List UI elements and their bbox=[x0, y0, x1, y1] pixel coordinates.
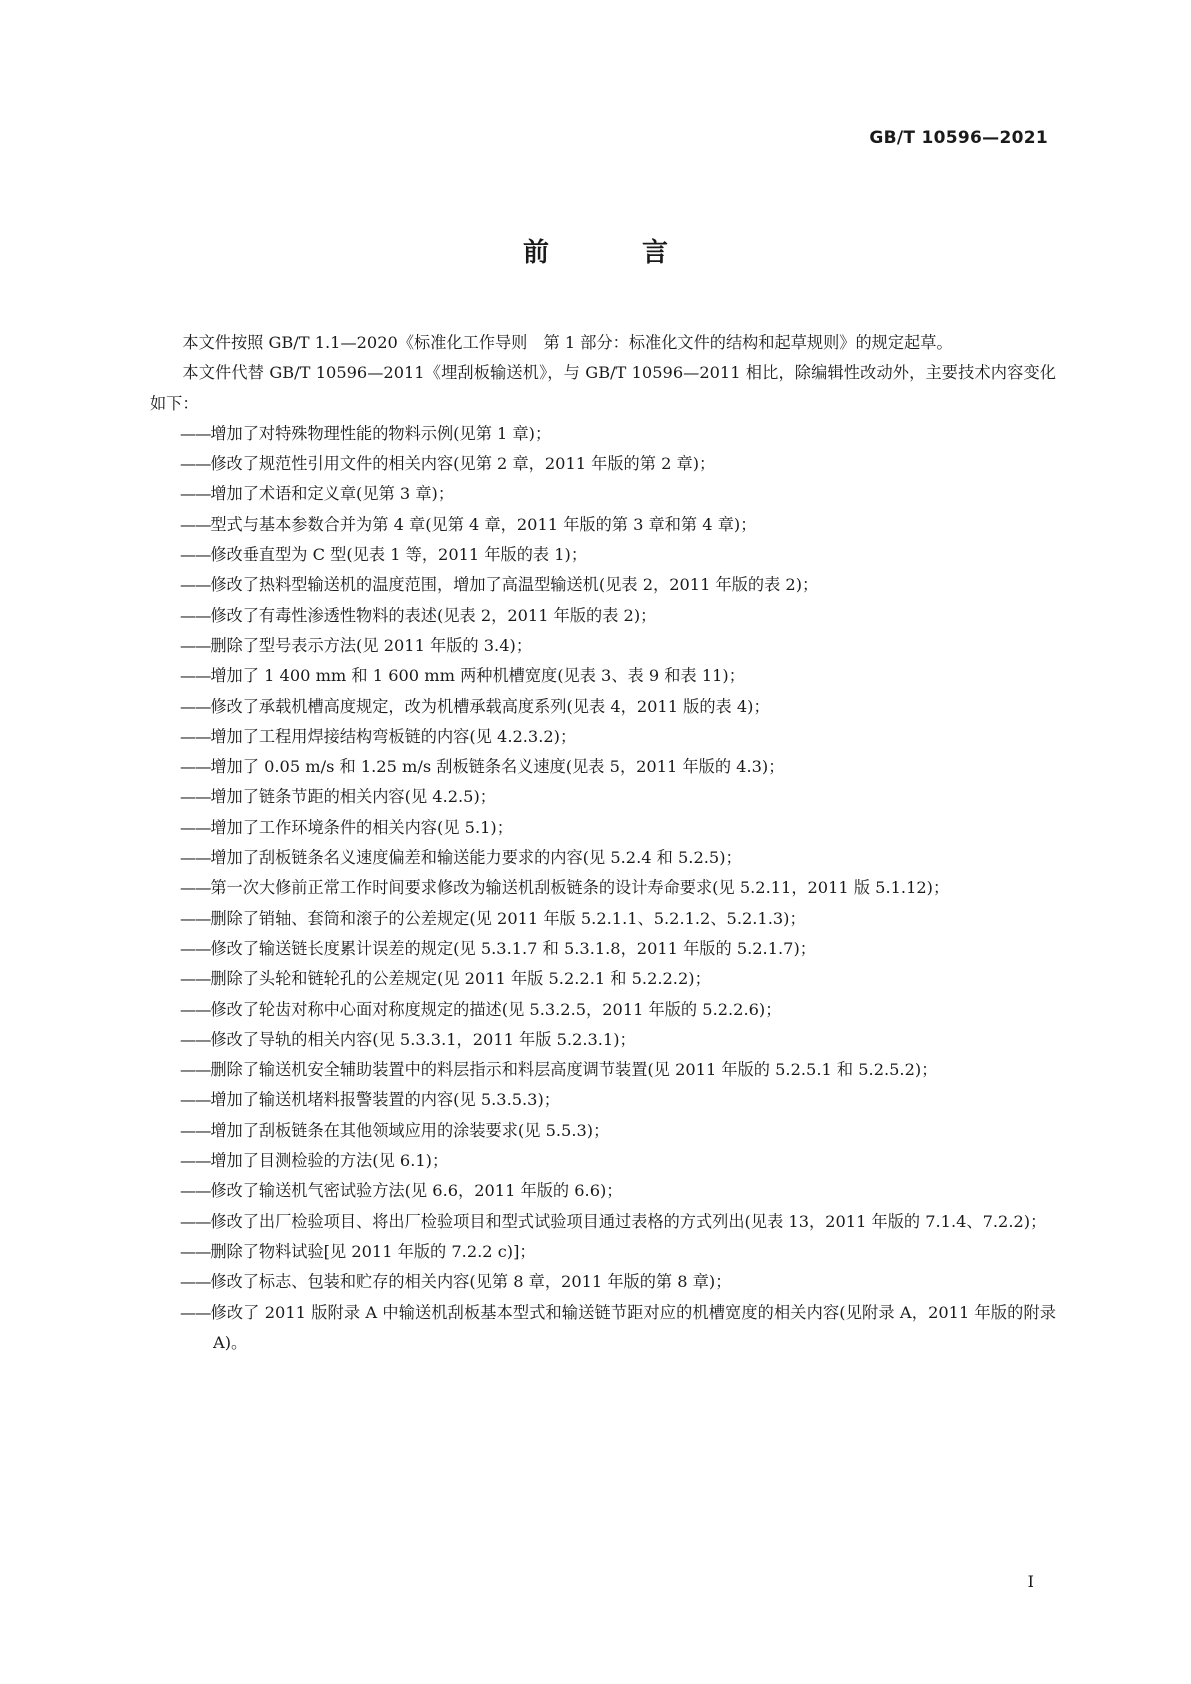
list-dash: —— bbox=[180, 575, 211, 595]
change-item bbox=[150, 782, 1056, 812]
change-item bbox=[150, 964, 1056, 994]
change-text: 修改了规范性引用文件的相关内容(见第 2 章，2011 年版的第 2 章)； bbox=[210, 454, 716, 474]
change-text: 修改了 2011 版附录 A 中输送机刮板基本型式和输送链节距对应的机槽宽度的相关内容(见附录 A，2011 年版的附录 A)。 bbox=[210, 1302, 1056, 1352]
list-dash: —— bbox=[180, 1272, 211, 1292]
change-item bbox=[150, 843, 1056, 873]
list-dash: —— bbox=[180, 605, 211, 625]
change-text: 删除了输送机安全辅助装置中的料层指示和料层高度调节装置(见 2011 年版的 5.2.5.1 和 5.2.5.2)； bbox=[210, 1060, 938, 1080]
change-item bbox=[150, 631, 1056, 661]
change-item bbox=[150, 510, 1056, 540]
change-text: 修改了输送链长度累计误差的规定(见 5.3.1.7 和 5.3.1.8，2011 年版的 5.2.1.7)； bbox=[210, 938, 816, 958]
page-title: 前 言 bbox=[522, 238, 711, 268]
change-text: 增加了 0.05 m/s 和 1.25 m/s 刮板链条名义速度(见表 5，2011 年版的 4.3)； bbox=[210, 757, 785, 777]
list-dash: —— bbox=[180, 787, 211, 807]
change-text: 修改了导轨的相关内容(见 5.3.3.1，2011 年版 5.2.3.1)； bbox=[210, 1029, 636, 1049]
list-dash: —— bbox=[180, 1090, 211, 1110]
list-dash: —— bbox=[180, 908, 211, 928]
change-text: 修改了热料型输送机的温度范围，增加了高温型输送机(见表 2，2011 年版的表 2)； bbox=[210, 575, 819, 595]
change-text: 增加了工作环境条件的相关内容(见 5.1)； bbox=[210, 817, 513, 837]
change-item bbox=[150, 722, 1056, 752]
change-item bbox=[150, 479, 1056, 509]
list-dash: —— bbox=[180, 1060, 211, 1080]
change-item bbox=[150, 1085, 1056, 1115]
change-text: 增加了对特殊物理性能的物料示例(见第 1 章)； bbox=[210, 423, 552, 443]
list-dash: —— bbox=[180, 1241, 211, 1261]
change-text: 修改了有毒性渗透性物料的表述(见表 2，2011 年版的表 2)； bbox=[210, 605, 657, 625]
change-item bbox=[150, 1298, 1056, 1359]
list-dash: —— bbox=[180, 1151, 211, 1171]
list-dash: —— bbox=[180, 999, 211, 1019]
change-text: 第一次大修前正常工作时间要求修改为输送机刮板链条的设计寿命要求(见 5.2.11，2011 版 5.1.12)； bbox=[210, 878, 950, 898]
change-item bbox=[150, 1025, 1056, 1055]
change-text: 修改了输送机气密试验方法(见 6.6，2011 年版的 6.6)； bbox=[210, 1181, 623, 1201]
change-item bbox=[150, 692, 1056, 722]
change-item bbox=[150, 752, 1056, 782]
list-dash: —— bbox=[180, 545, 211, 565]
change-item bbox=[150, 904, 1056, 934]
change-item bbox=[150, 1267, 1056, 1297]
list-dash: —— bbox=[180, 1029, 211, 1049]
change-item bbox=[150, 419, 1056, 449]
change-text: 修改了出厂检验项目、将出厂检验项目和型式试验项目通过表格的方式列出(见表 13，2011 年版的 7.1.4、7.2.2)； bbox=[210, 1211, 1047, 1231]
list-dash: —— bbox=[180, 696, 211, 716]
change-text: 修改垂直型为 C 型(见表 1 等，2011 年版的表 1)； bbox=[210, 545, 588, 565]
list-dash: —— bbox=[180, 817, 211, 837]
change-item bbox=[150, 661, 1056, 691]
change-item bbox=[150, 1116, 1056, 1146]
list-dash: —— bbox=[180, 1181, 211, 1201]
list-dash: —— bbox=[180, 666, 211, 686]
change-text: 增加了 1 400 mm 和 1 600 mm 两种机槽宽度(见表 3、表 9 和表 11)； bbox=[210, 666, 745, 686]
paragraph: 本文件按照 GB/T 1.1—2020《标准化工作导则 第 1 部分：标准化文件的结构和起草规则》的规定起草。 bbox=[182, 333, 953, 352]
change-text: 修改了承载机槽高度规定，改为机槽承载高度系列(见表 4，2011 版的表 4)； bbox=[210, 696, 770, 716]
change-text: 型式与基本参数合并为第 4 章(见第 4 章，2011 年版的第 3 章和第 4 章)； bbox=[210, 514, 757, 534]
change-text: 增加了术语和定义章(见第 3 章)； bbox=[210, 484, 455, 504]
preface-body bbox=[150, 328, 1056, 1358]
change-text: 增加了工程用焊接结构弯板链的内容(见 4.2.3.2)； bbox=[210, 726, 577, 746]
change-item bbox=[150, 1146, 1056, 1176]
page-number: I bbox=[1027, 1572, 1034, 1591]
list-dash: —— bbox=[180, 726, 211, 746]
change-text: 修改了标志、包装和贮存的相关内容(见第 8 章，2011 年版的第 8 章)； bbox=[210, 1272, 732, 1292]
change-text: 修改了轮齿对称中心面对称度规定的描述(见 5.3.2.5，2011 年版的 5.2.2.6)； bbox=[210, 999, 782, 1019]
list-dash: —— bbox=[180, 1211, 211, 1231]
standard-code: GB/T 10596—2021 bbox=[869, 128, 1048, 148]
change-item bbox=[150, 873, 1056, 903]
change-text: 增加了输送机堵料报警装置的内容(见 5.3.5.3)； bbox=[210, 1090, 560, 1110]
list-dash: —— bbox=[180, 635, 211, 655]
change-item bbox=[150, 1176, 1056, 1206]
change-text: 增加了目测检验的方法(见 6.1)； bbox=[210, 1151, 449, 1171]
change-item bbox=[150, 995, 1056, 1025]
list-dash: —— bbox=[180, 484, 211, 504]
change-item bbox=[150, 1055, 1056, 1085]
change-item bbox=[150, 570, 1056, 600]
list-dash: —— bbox=[180, 757, 211, 777]
change-item bbox=[150, 1207, 1056, 1237]
change-text: 删除了头轮和链轮孔的公差规定(见 2011 年版 5.2.2.1 和 5.2.2.2)； bbox=[210, 969, 711, 989]
change-text: 删除了物料试验[见 2011 年版的 7.2.2 c)]； bbox=[210, 1241, 536, 1261]
change-item bbox=[150, 449, 1056, 479]
list-dash: —— bbox=[180, 938, 211, 958]
list-dash: —— bbox=[180, 514, 211, 534]
change-text: 删除了型号表示方法(见 2011 年版的 3.4)； bbox=[210, 635, 533, 655]
change-text: 增加了刮板链条名义速度偏差和输送能力要求的内容(见 5.2.4 和 5.2.5)； bbox=[210, 848, 742, 868]
list-dash: —— bbox=[180, 969, 211, 989]
list-dash: —— bbox=[180, 423, 211, 443]
change-item bbox=[150, 813, 1056, 843]
list-dash: —— bbox=[180, 454, 211, 474]
change-text: 增加了链条节距的相关内容(见 4.2.5)； bbox=[210, 787, 496, 807]
list-dash: —— bbox=[180, 1120, 211, 1140]
list-dash: —— bbox=[180, 1302, 211, 1322]
paragraph: 本文件代替 GB/T 10596—2011《埋刮板输送机》，与 GB/T 10596—2011 相比，除编辑性改动外，主要技术内容变化如下： bbox=[150, 363, 1056, 413]
list-dash: —— bbox=[180, 848, 211, 868]
change-text: 删除了销轴、套筒和滚子的公差规定(见 2011 年版 5.2.1.1、5.2.1.2、5.2.1.3)； bbox=[210, 908, 806, 928]
list-dash: —— bbox=[180, 878, 211, 898]
change-item bbox=[150, 601, 1056, 631]
change-item bbox=[150, 1237, 1056, 1267]
change-item bbox=[150, 540, 1056, 570]
change-text: 增加了刮板链条在其他领域应用的涂装要求(见 5.5.3)； bbox=[210, 1120, 610, 1140]
change-list bbox=[150, 419, 1056, 1358]
change-item bbox=[150, 934, 1056, 964]
